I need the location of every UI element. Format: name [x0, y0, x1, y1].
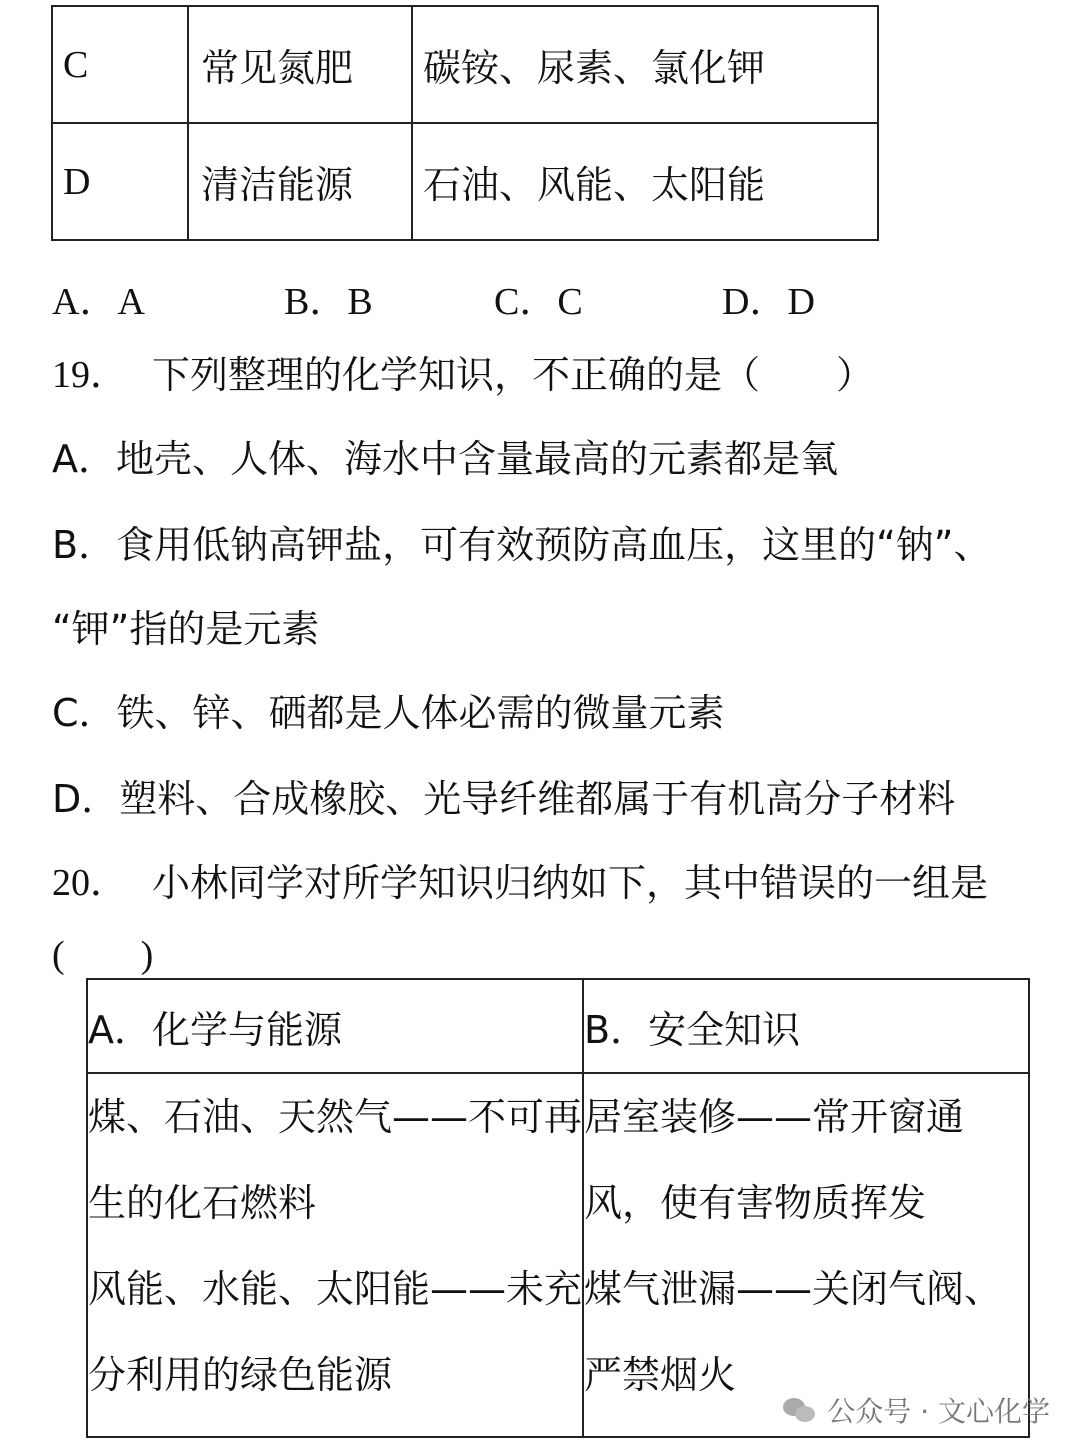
choice-a: A．地壳、人体、海水中含量最高的元素都是氧	[52, 437, 838, 481]
cell-line: 风，使有害物质挥发	[584, 1181, 927, 1225]
question-number: 19．	[52, 354, 129, 396]
row-items: 石油、风能、太阳能	[412, 123, 878, 240]
question-stem: 小林同学对所学知识归纳如下，其中错误的一组是	[152, 861, 989, 905]
choice-b-continued: “钾”指的是元素	[52, 607, 320, 651]
energy-cell	[87, 1073, 583, 1437]
row-category: 常见氮肥	[188, 6, 412, 123]
table-row	[87, 1073, 1029, 1437]
row-items: 碳铵、尿素、氯化钾	[412, 6, 878, 123]
header-energy: A．化学与能源	[87, 979, 583, 1073]
cell-line: 煤、石油、天然气——不可再	[88, 1095, 583, 1139]
wechat-icon	[783, 1396, 817, 1424]
answer-bracket: ( )	[52, 934, 154, 976]
cell-line: 居室装修——常开窗通	[584, 1095, 965, 1139]
choice-b: B．食用低钠高钾盐，可有效预防高血压，这里的“钠”、	[52, 523, 992, 567]
cell-line: 煤气泄漏——关闭气阀、	[584, 1267, 1003, 1311]
safety-cell	[583, 1073, 1029, 1437]
cell-line: 风能、水能、太阳能——未充	[88, 1267, 583, 1311]
knowledge-table	[86, 978, 1030, 1438]
watermark-text: 公众号 · 文心化学	[827, 1395, 1050, 1428]
option-table-top	[51, 5, 879, 241]
row-category: 清洁能源	[188, 123, 412, 240]
header-safety: B．安全知识	[583, 979, 1029, 1073]
choice-c: C．铁、锌、硒都是人体必需的微量元素	[52, 691, 725, 735]
answer-option-b: B．B	[284, 281, 373, 323]
table-row	[52, 6, 878, 123]
cell-line: 生的化石燃料	[88, 1181, 317, 1225]
watermark	[783, 1390, 1050, 1430]
cell-line: 严禁烟火	[584, 1353, 737, 1397]
table-row	[87, 979, 1029, 1073]
question-stem: 下列整理的化学知识，不正确的是（ ）	[152, 353, 875, 397]
answer-option-a: A．A	[52, 281, 145, 323]
choice-d: D．塑料、合成橡胶、光导纤维都属于有机高分子材料	[52, 777, 956, 821]
answer-option-d: D．D	[722, 281, 815, 323]
table-row	[52, 123, 878, 240]
question-number: 20．	[52, 862, 129, 904]
answer-option-c: C．C	[494, 281, 583, 323]
cell-line: 分利用的绿色能源	[88, 1353, 393, 1397]
row-key: D	[52, 123, 188, 240]
row-key: C	[52, 6, 188, 123]
